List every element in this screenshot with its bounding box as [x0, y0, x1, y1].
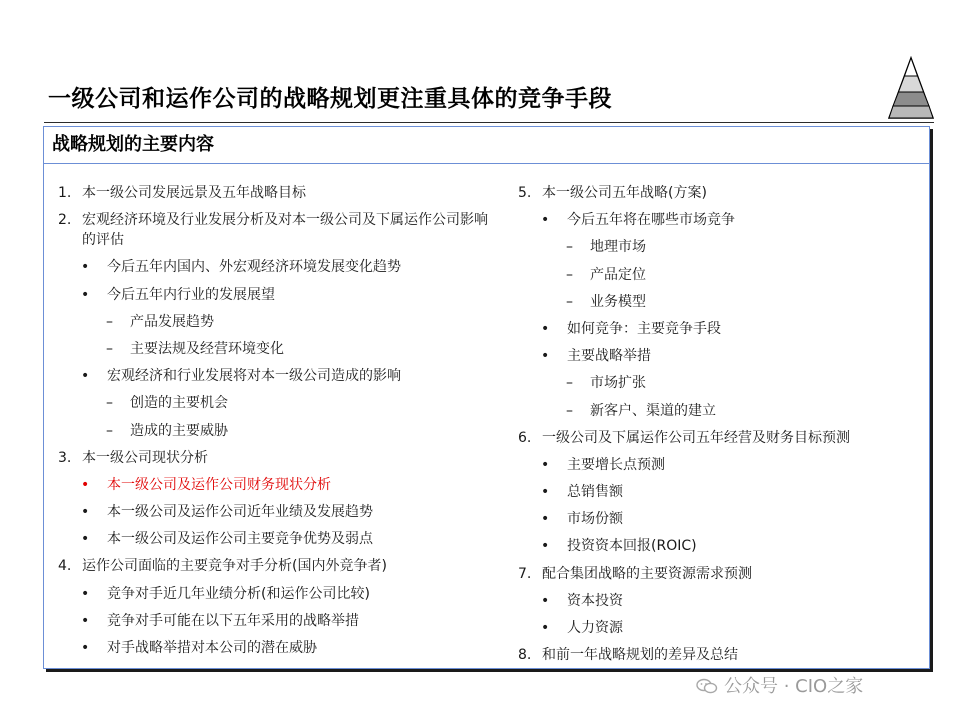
list-item: [518, 455, 923, 475]
list-item-text: 主要战略举措: [567, 348, 651, 365]
list-item-text: 地理市场: [590, 239, 646, 256]
list-item-text: 新客户、渠道的建立: [590, 402, 716, 419]
left-column-list: [58, 183, 498, 665]
list-item: [518, 346, 923, 366]
list-item: [58, 285, 498, 305]
list-item: [58, 210, 498, 250]
list-item-text: 本一级公司及运作公司财务现状分析: [107, 476, 331, 493]
list-marker: 1.: [58, 185, 72, 201]
list-item: [58, 556, 498, 576]
list-item-text: 一级公司及下属运作公司五年经营及财务目标预测: [542, 429, 850, 446]
list-item-text: 今后五年内国内、外宏观经济环境发展变化趋势: [107, 259, 401, 276]
watermark: [696, 672, 863, 698]
list-marker: •: [541, 538, 550, 555]
list-marker: 5.: [518, 185, 532, 201]
list-item-text: 创造的主要机会: [130, 395, 228, 412]
list-marker: •: [541, 212, 550, 229]
list-item: [518, 428, 923, 448]
list-item-text: 本一级公司五年战略(方案): [542, 185, 707, 201]
watermark-text: 公众号 · CIO之家: [724, 676, 864, 697]
list-marker: –: [566, 402, 573, 419]
list-marker: –: [106, 340, 113, 357]
list-item-text: 造成的主要威胁: [130, 422, 228, 439]
list-item: [58, 312, 498, 332]
list-item: [58, 393, 498, 413]
list-marker: –: [566, 293, 573, 310]
wechat-icon: [696, 678, 718, 694]
list-item-text: 配合集团战略的主要资源需求预测: [542, 565, 752, 582]
list-marker: •: [81, 585, 90, 602]
list-item-text: 主要法规及经营环境变化: [130, 340, 284, 357]
list-marker: •: [81, 640, 90, 656]
list-marker: 2.: [58, 212, 72, 229]
list-marker: •: [541, 456, 550, 473]
list-item-text: 如何竞争：主要竞争手段: [567, 320, 721, 337]
list-item-text: 主要增长点预测: [567, 456, 665, 473]
list-marker: 4.: [58, 558, 72, 575]
list-marker: •: [541, 320, 550, 337]
list-item-text: 宏观经济环境及行业发展分析及对本一级公司及下属运作公司影响的评估: [82, 212, 488, 249]
list-marker: •: [541, 484, 550, 501]
list-item: [518, 482, 923, 502]
list-item-text: 人力资源: [567, 620, 623, 636]
list-item-text: 本一级公司及运作公司主要竞争优势及弱点: [107, 531, 373, 548]
list-item: [518, 373, 923, 393]
list-item-text: 竞争对手近几年业绩分析(和运作公司比较): [107, 585, 370, 602]
list-marker: •: [541, 592, 550, 609]
list-marker: –: [566, 375, 573, 392]
list-item-text: 产品定位: [590, 266, 646, 283]
slide-title: 一级公司和运作公司的战略规划更注重具体的竞争手段: [48, 86, 612, 112]
list-item: [58, 339, 498, 359]
list-item-text: 市场份额: [567, 511, 623, 528]
list-item-text: 运作公司面临的主要竞争对手分析(国内外竞争者): [82, 558, 387, 575]
list-marker: •: [81, 476, 90, 493]
list-item-text: 今后五年内行业的发展展望: [107, 286, 275, 303]
list-item: [518, 509, 923, 529]
list-marker: 7.: [518, 565, 532, 582]
list-item-text: 资本投资: [567, 592, 623, 609]
list-item-text: 市场扩张: [590, 375, 646, 392]
list-item: [518, 319, 923, 339]
list-item-text: 对手战略举措对本公司的潜在威胁: [107, 640, 317, 656]
list-marker: •: [81, 259, 90, 276]
list-marker: •: [541, 620, 550, 636]
list-marker: –: [106, 313, 113, 330]
box-header: 战略规划的主要内容: [44, 127, 929, 164]
list-item: [58, 611, 498, 631]
list-item-text: 产品发展趋势: [130, 313, 214, 330]
list-marker: •: [81, 286, 90, 303]
list-item: [58, 183, 498, 203]
list-marker: •: [81, 504, 90, 521]
list-item: [58, 584, 498, 604]
list-item: [518, 564, 923, 584]
list-item: [518, 591, 923, 611]
title-divider: [44, 122, 934, 123]
list-item: [58, 638, 498, 658]
list-marker: –: [106, 422, 113, 439]
list-item: [518, 183, 923, 203]
list-item-text: 本一级公司及运作公司近年业绩及发展趋势: [107, 504, 373, 521]
list-marker: 8.: [518, 647, 532, 664]
list-item: [58, 529, 498, 549]
list-marker: •: [541, 511, 550, 528]
pyramid-icon: [886, 56, 936, 120]
list-item: [518, 645, 923, 665]
list-item: [518, 237, 923, 257]
list-item: [58, 366, 498, 386]
list-item-text: 投资资本回报(ROIC): [567, 538, 697, 555]
list-item-text: 本一级公司现状分析: [82, 449, 208, 466]
list-marker: –: [106, 395, 113, 412]
list-marker: •: [81, 531, 90, 548]
list-marker: 3.: [58, 449, 72, 466]
list-item-text: 宏观经济和行业发展将对本一级公司造成的影响: [107, 368, 401, 385]
list-marker: •: [81, 612, 90, 629]
list-item: [58, 475, 498, 495]
list-marker: •: [81, 368, 90, 385]
list-marker: 6.: [518, 429, 532, 446]
list-item-text: 业务模型: [590, 293, 646, 310]
list-item: [58, 448, 498, 468]
list-item: [518, 265, 923, 285]
list-item-text: 竞争对手可能在以下五年采用的战略举措: [107, 612, 359, 629]
list-item: [58, 421, 498, 441]
list-marker: –: [566, 266, 573, 283]
list-item: [58, 257, 498, 277]
list-marker: –: [566, 239, 573, 256]
list-item: [518, 210, 923, 230]
list-item: [58, 502, 498, 522]
content-box: [43, 126, 930, 669]
list-item-text: 本一级公司发展远景及五年战略目标: [82, 185, 306, 201]
list-item-text: 和前一年战略规划的差异及总结: [542, 647, 738, 664]
list-item: [518, 292, 923, 312]
list-item: [518, 401, 923, 421]
list-item: [518, 536, 923, 556]
list-item: [518, 618, 923, 638]
list-marker: •: [541, 348, 550, 365]
list-item-text: 今后五年将在哪些市场竞争: [567, 212, 735, 229]
list-item-text: 总销售额: [567, 484, 623, 501]
right-column-list: [518, 183, 923, 672]
